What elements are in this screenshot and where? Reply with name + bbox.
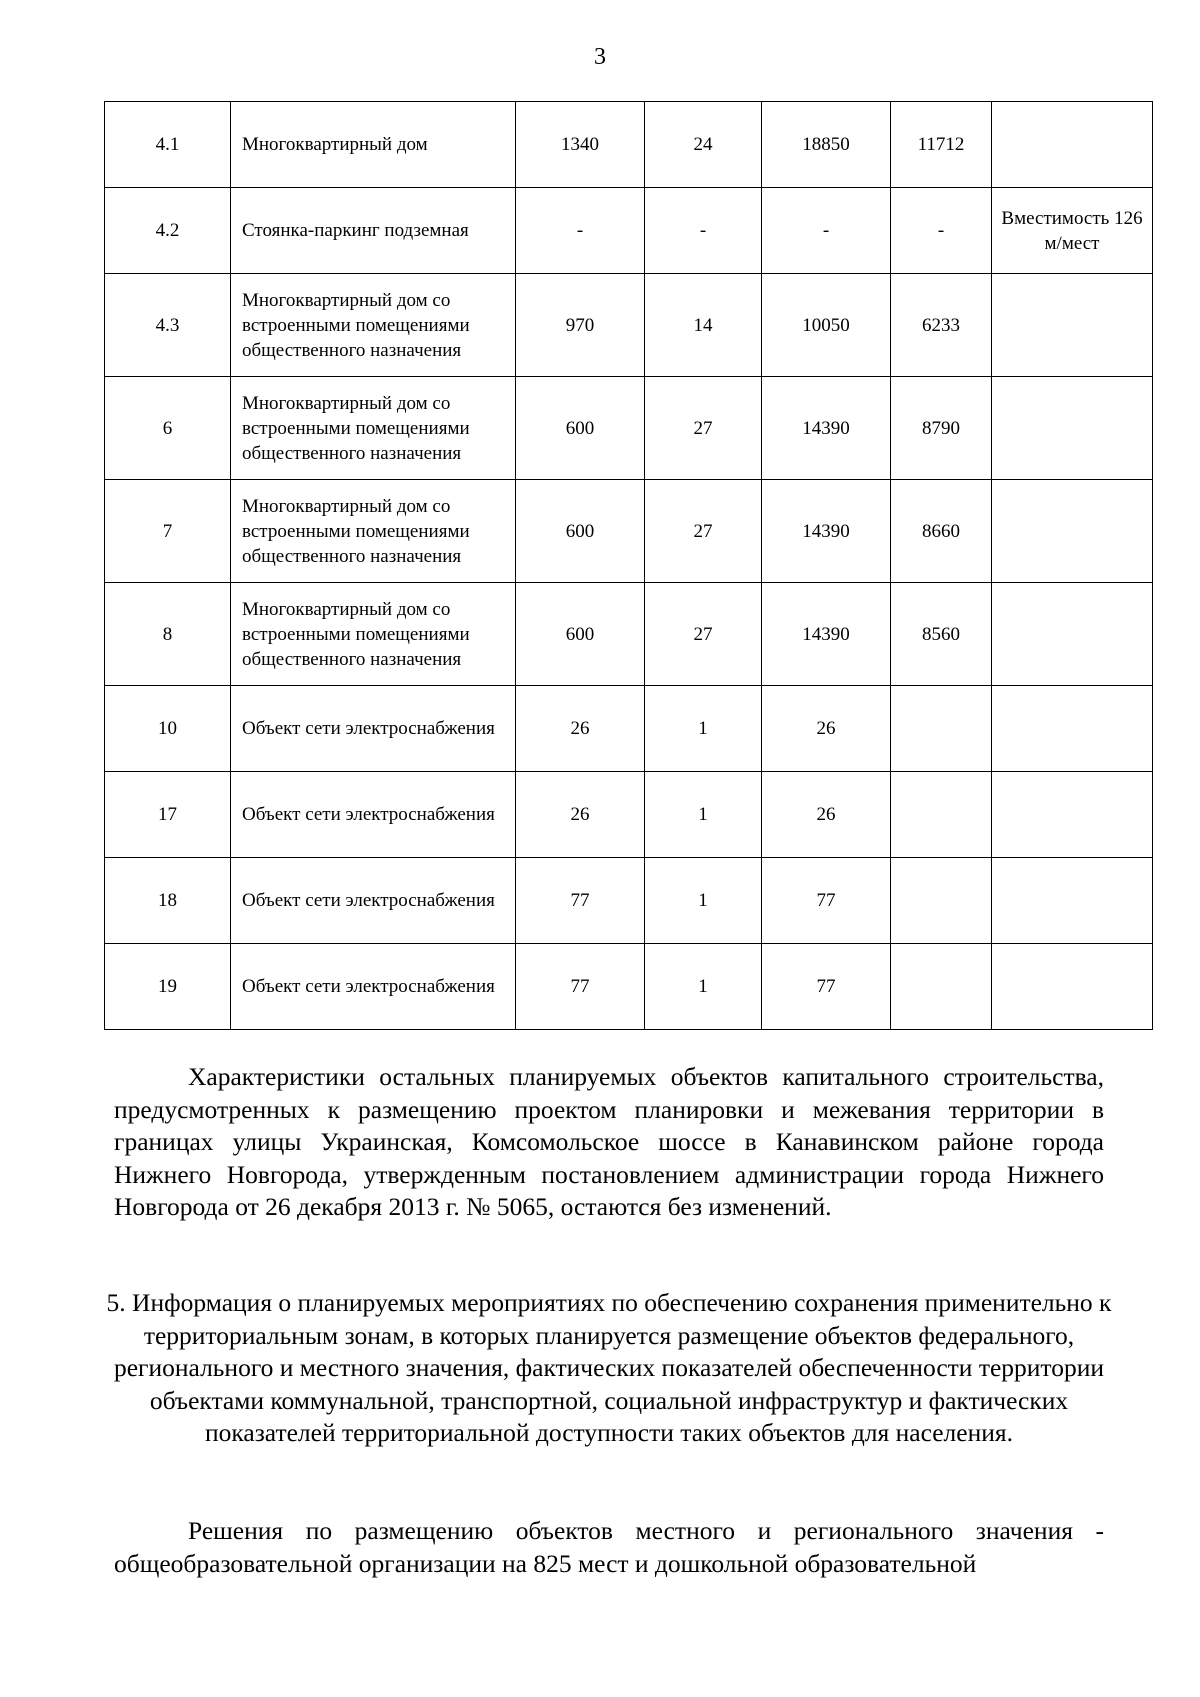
value-cell <box>891 772 992 858</box>
value-cell: 1 <box>645 772 762 858</box>
object-name: Многоквартирный дом со встроенными помещениями общественного назначения <box>231 274 516 377</box>
value-cell: 11712 <box>891 102 992 188</box>
table-row <box>105 944 1153 1030</box>
objects-table <box>104 101 1153 1030</box>
value-cell: 77 <box>516 944 645 1030</box>
note-cell <box>992 686 1153 772</box>
object-name: Объект сети электроснабжения <box>231 944 516 1030</box>
table-row <box>105 583 1153 686</box>
value-cell: 77 <box>762 944 891 1030</box>
table-row <box>105 377 1153 480</box>
table-row <box>105 188 1153 274</box>
object-name: Многоквартирный дом со встроенными помещениями общественного назначения <box>231 480 516 583</box>
value-cell <box>891 858 992 944</box>
value-cell: 600 <box>516 583 645 686</box>
note-cell: Вместимость 126 м/мест <box>992 188 1153 274</box>
value-cell: 27 <box>645 583 762 686</box>
table-row <box>105 772 1153 858</box>
value-cell: 14390 <box>762 377 891 480</box>
value-cell: 1 <box>645 686 762 772</box>
value-cell: 1 <box>645 944 762 1030</box>
row-number: 4.1 <box>105 102 231 188</box>
object-name: Объект сети электроснабжения <box>231 686 516 772</box>
table-row <box>105 858 1153 944</box>
row-number: 4.3 <box>105 274 231 377</box>
object-name: Стоянка-паркинг подземная <box>231 188 516 274</box>
value-cell <box>891 686 992 772</box>
object-name: Многоквартирный дом со встроенными помещениями общественного назначения <box>231 377 516 480</box>
value-cell: 14390 <box>762 583 891 686</box>
value-cell: 27 <box>645 377 762 480</box>
note-cell <box>992 583 1153 686</box>
note-cell <box>992 858 1153 944</box>
value-cell: 8560 <box>891 583 992 686</box>
table-row <box>105 686 1153 772</box>
value-cell: 14 <box>645 274 762 377</box>
note-cell <box>992 480 1153 583</box>
value-cell: 1340 <box>516 102 645 188</box>
value-cell: 26 <box>516 772 645 858</box>
decisions-paragraph: Решения по размещению объектов местного и регионального значения - общеобразовательной организации на 825 мест и дошкольной образовательной <box>114 1516 1104 1578</box>
note-cell <box>992 772 1153 858</box>
row-number: 19 <box>105 944 231 1030</box>
value-cell: 6233 <box>891 274 992 377</box>
object-name: Объект сети электроснабжения <box>231 858 516 944</box>
page-number: 3 <box>594 44 606 70</box>
value-cell <box>891 944 992 1030</box>
value-cell: 600 <box>516 480 645 583</box>
value-cell: 26 <box>762 686 891 772</box>
row-number: 17 <box>105 772 231 858</box>
note-cell <box>992 377 1153 480</box>
value-cell: 27 <box>645 480 762 583</box>
note-cell <box>992 944 1153 1030</box>
row-number: 8 <box>105 583 231 686</box>
value-cell: 77 <box>516 858 645 944</box>
table-row <box>105 480 1153 583</box>
value-cell: - <box>762 188 891 274</box>
value-cell: - <box>516 188 645 274</box>
table-row <box>105 274 1153 377</box>
value-cell: 26 <box>762 772 891 858</box>
value-cell: 24 <box>645 102 762 188</box>
value-cell: 18850 <box>762 102 891 188</box>
value-cell: 26 <box>516 686 645 772</box>
value-cell: 14390 <box>762 480 891 583</box>
row-number: 10 <box>105 686 231 772</box>
object-name: Объект сети электроснабжения <box>231 772 516 858</box>
value-cell: 8660 <box>891 480 992 583</box>
object-name: Многоквартирный дом <box>231 102 516 188</box>
value-cell: 970 <box>516 274 645 377</box>
object-name: Многоквартирный дом со встроенными помещениями общественного назначения <box>231 583 516 686</box>
section-heading: 5. Информация о планируемых мероприятиях по обеспечению сохранения применительно к территориальным зонам, в которых планируется размещение объектов федерального, регионального и местного значения, фактических показателей обеспеченности территории объектами коммунальной, транспортной, социальной инфраструктур и фактических показателей территориальной доступности таких объектов для населения. <box>106 1288 1112 1447</box>
value-cell: 1 <box>645 858 762 944</box>
note-cell <box>992 102 1153 188</box>
value-cell: 8790 <box>891 377 992 480</box>
row-number: 7 <box>105 480 231 583</box>
value-cell: - <box>891 188 992 274</box>
value-cell: - <box>645 188 762 274</box>
characteristics-paragraph: Характеристики остальных планируемых объектов капитального строительства, предусмотренных к размещению проектом планировки и межевания территории в границах улицы Украинская, Комсомольское шоссе в Канавинском районе города Нижнего Новгорода, утвержденным постановлением администрации города Нижнего Новгорода от 26 декабря 2013 г. № 5065, остаются без изменений. <box>114 1062 1104 1221</box>
value-cell: 600 <box>516 377 645 480</box>
value-cell: 77 <box>762 858 891 944</box>
table-row <box>105 102 1153 188</box>
value-cell: 10050 <box>762 274 891 377</box>
row-number: 6 <box>105 377 231 480</box>
row-number: 4.2 <box>105 188 231 274</box>
row-number: 18 <box>105 858 231 944</box>
note-cell <box>992 274 1153 377</box>
